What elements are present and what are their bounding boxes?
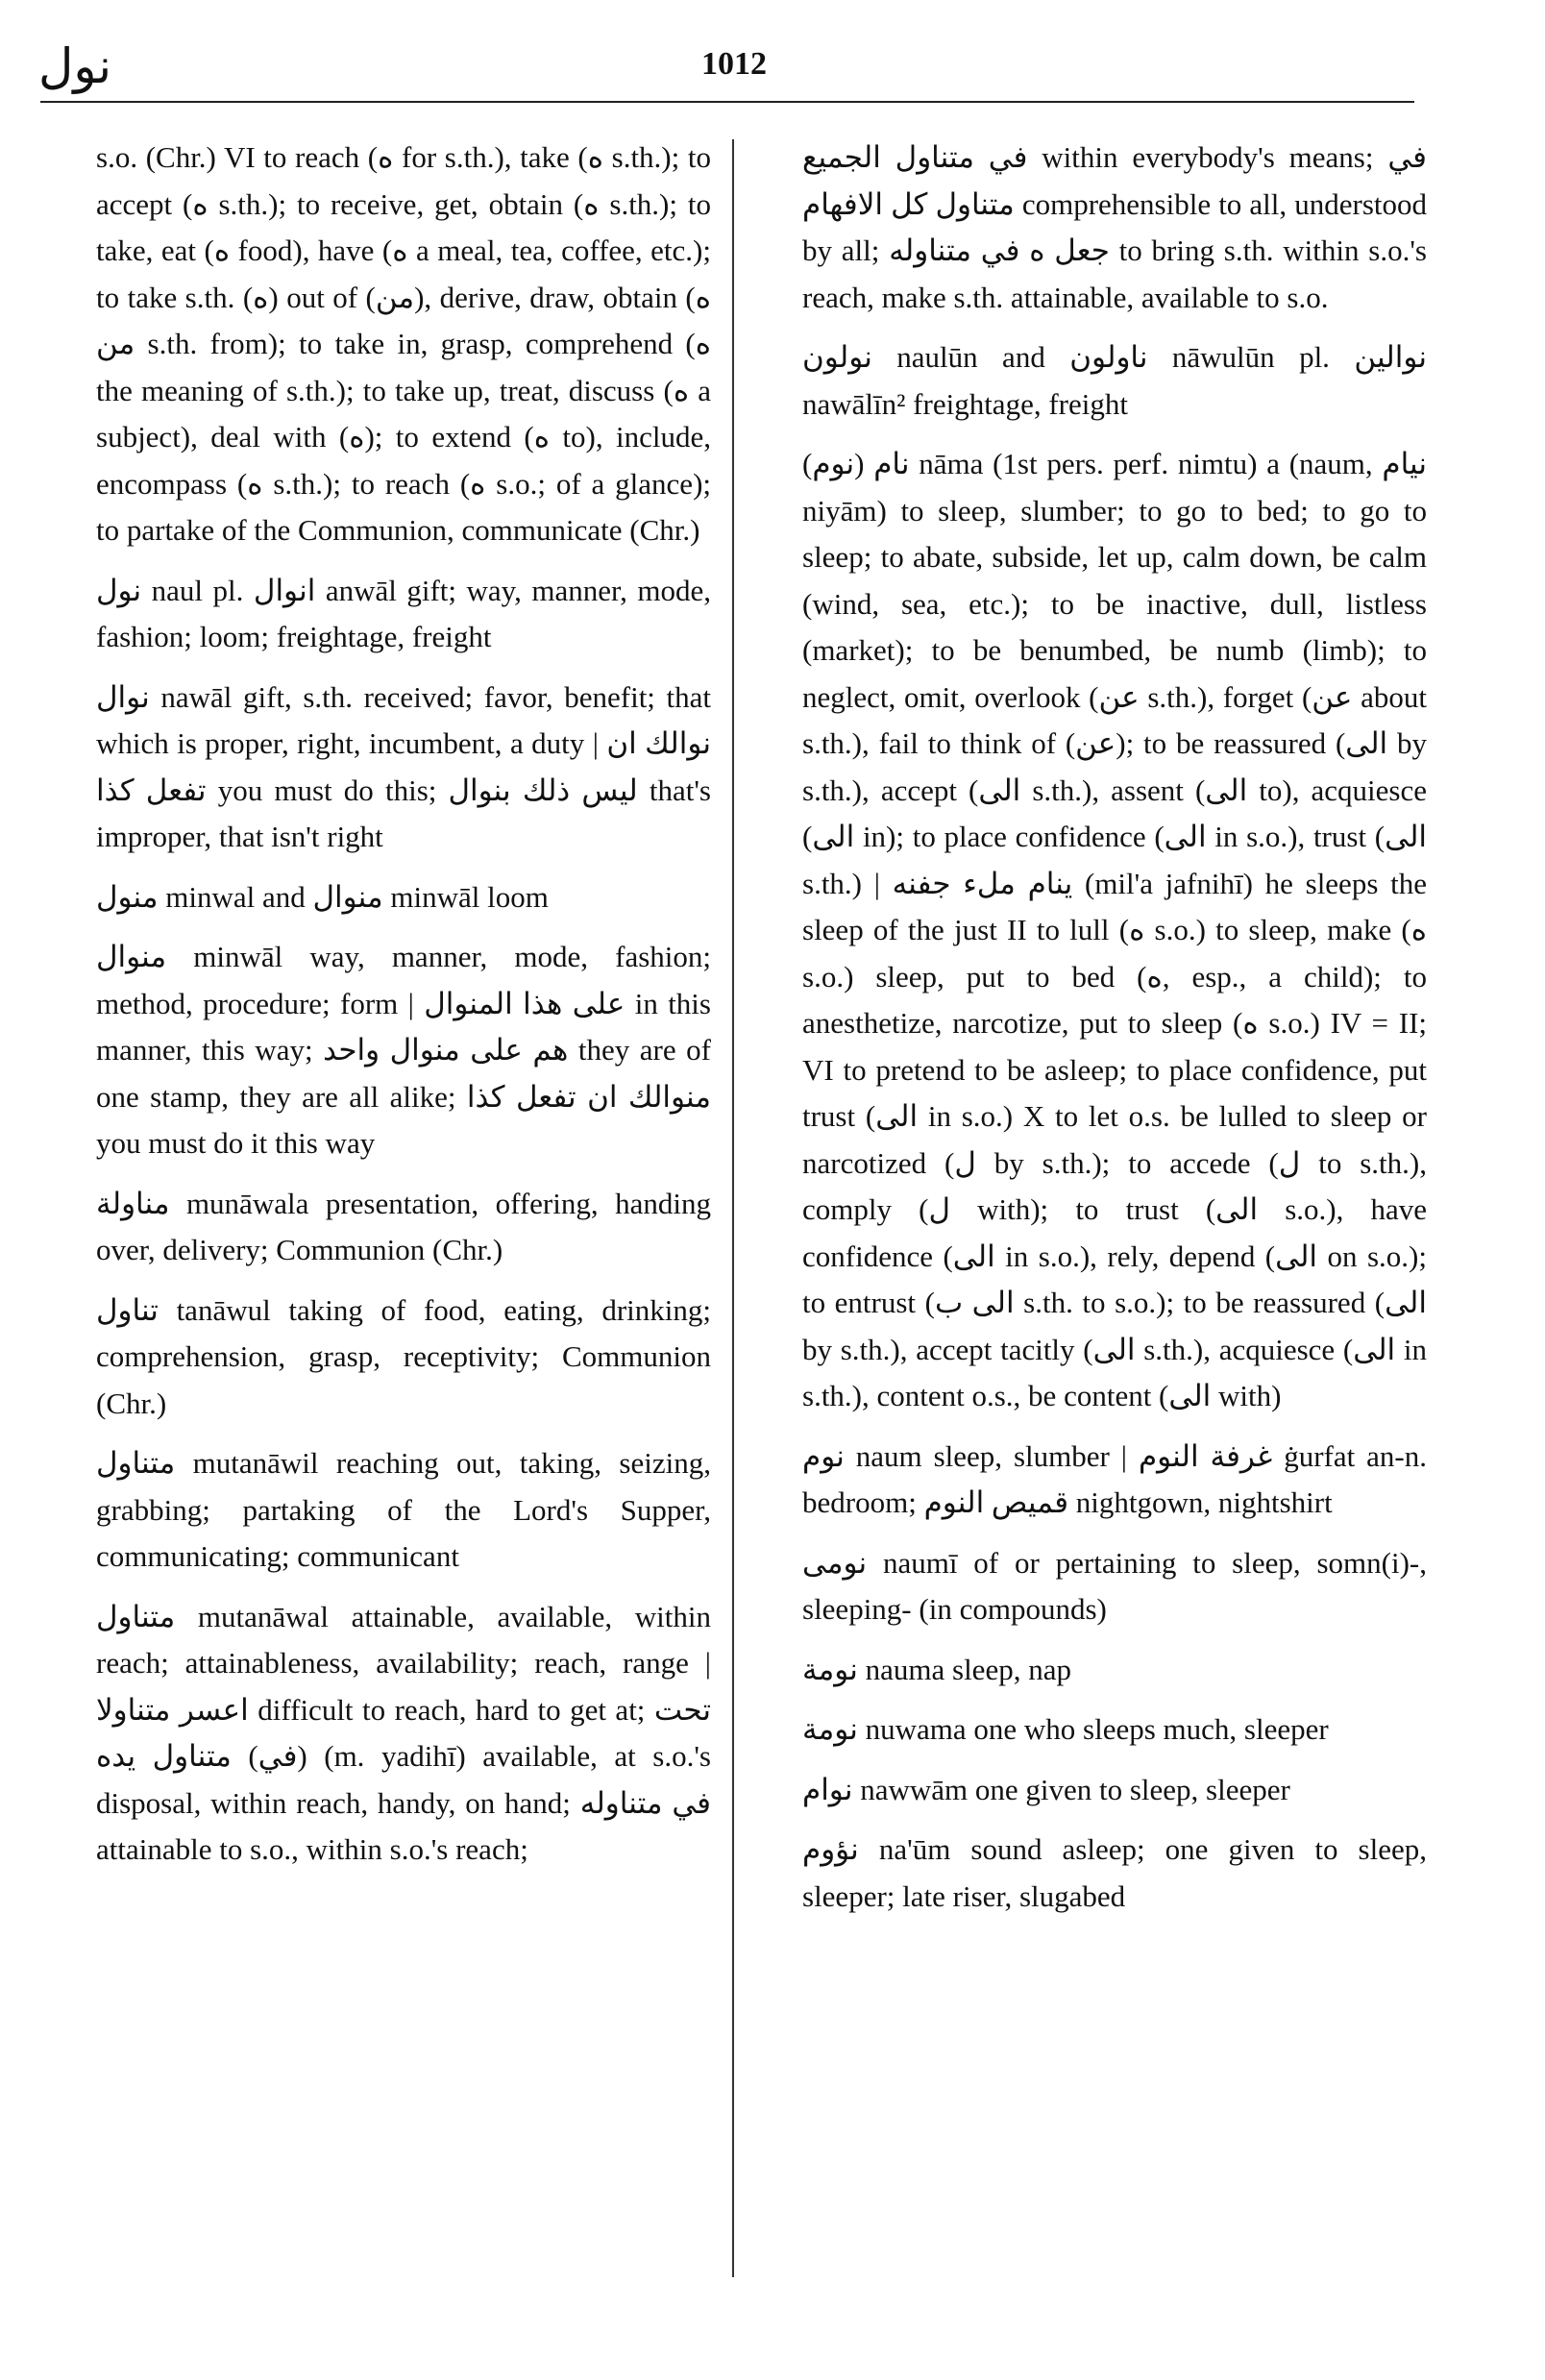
entry-text: متناول mutanāwal attainable, available, within reach; attainableness, availability; reach, range | اعسر متناولا difficult to reach, hard to get at; تحت (في) متناول يده (m. yadihī) available, at s.o.'s disposal, within reach, handy, on hand; في متناوله attainable to s.o., within s.o.'s reach; — [96, 1599, 712, 1866]
entry-naumi — [802, 1540, 1427, 1633]
entry-nuwama — [802, 1706, 1427, 1754]
entry-nawal — [96, 675, 711, 861]
entry-text: تناول tanāwul taking of food, eating, drinking; comprehension, grasp, receptivity; Communion (Chr.) — [96, 1292, 711, 1420]
entry-munawala — [96, 1181, 711, 1274]
entry-naum-sound — [802, 1827, 1427, 1920]
entry-nauma — [802, 1647, 1427, 1694]
entry-text: نوم naum sleep, slumber | غرفة النوم ġurfat an-n. bedroom; قميص النوم nightgown, nightshirt — [802, 1438, 1427, 1519]
entry-text: منول minwal and منوال minwāl loom — [96, 879, 549, 914]
entry-naul — [96, 568, 711, 661]
entry-text: s.o. (Chr.) VI to reach (ه for s.th.), take (ه s.th.); to accept (ه s.th.); to receive, get, obtain (ه s.th.); to take, eat (ه food), have (ه a meal, tea, coffee, etc.); to take s.th. (ه) out of (من), derive, draw, obtain (ه من s.th. from); to take in, grasp, comprehend (ه the meaning of s.th.); to take up, treat, discuss (ه a subject), deal with (ه); to extend (ه to), include, encompass (ه s.th.); to reach (ه s.o.; of a glance); to partake of the Communion, communicate (Chr.) — [96, 140, 712, 547]
page-number: 1012 — [701, 46, 767, 82]
entry-continuation — [802, 135, 1427, 321]
entry-minwal-way — [96, 934, 711, 1167]
entry-minwal-loom — [96, 874, 711, 921]
entry-continuation — [96, 135, 711, 554]
entry-naulun — [802, 334, 1427, 428]
entry-text: نولون naulūn and ناولون nāwulūn pl. نوالين nawālīn² freightage, freight — [802, 340, 1427, 421]
entry-text: متناول mutanāwil reaching out, taking, seizing, grabbing; partaking of the Lord's Supper, communicating; communicant — [96, 1446, 711, 1573]
entry-text: نومى naumī of or pertaining to sleep, somn(i)-, sleeping- (in compounds) — [802, 1545, 1427, 1626]
root-heading: نول — [38, 38, 112, 94]
entry-mutanawil — [96, 1440, 711, 1581]
entry-text: نول naul pl. انوال anwāl gift; way, manner, mode, fashion; loom; freightage, freight — [96, 573, 711, 653]
header-rule — [40, 101, 1414, 103]
entry-text: نومة nuwama one who sleeps much, sleeper — [802, 1712, 1329, 1746]
entry-tanawul — [96, 1288, 711, 1428]
left-column — [96, 135, 711, 1887]
entry-text: في متناول الجميع within everybody's means; في متناول كل الافهام comprehensible to all, understood by all; جعل ه في متناوله to bring s.th. within s.o.'s reach, make s.th. attainable, available to s.o. — [802, 140, 1427, 314]
entry-naum — [802, 1434, 1427, 1527]
page-header — [38, 38, 1412, 106]
entry-text: مناولة munāwala presentation, offering, handing over, delivery; Communion (Chr.) — [96, 1186, 711, 1266]
entry-nawwam — [802, 1767, 1427, 1814]
entry-nama — [802, 441, 1427, 1420]
entry-text: (نوم) نام nāma (1st pers. perf. nimtu) a (naum, نيام niyām) to sleep, slumber; to go to bed; to go to sleep; to abate, subside, let up, calm down, be calm (wind, sea, etc.); to be inactive, dull, listless (market); to be benumbed, be numb (limb); to neglect, omit, overlook (عن s.th.), forget (عن about s.th.), fail to think of (عن); to be reassured (الى by s.th.), accept (الى s.th.), assent (الى to), acquiesce (الى in); to place confidence (الى in s.o.), trust (الى s.th.) | ينام ملء جفنه (mil'a jafnihī) he sleeps the sleep of the just II to lull (ه s.o.) to sleep, make (ه s.o.) sleep, put to bed (ه, esp., a child); to anesthetize, narcotize, put to sleep (ه s.o.) IV = II; VI to pretend to be asleep; to place confidence, put trust (الى in s.o.) X to let o.s. be lulled to sleep or narcotized (ل by s.th.); to accede (ل to s.th.), comply (ل with); to trust (الى s.o.), have confidence (الى in s.o.), rely, depend (الى on s.o.); to entrust (الى ب s.th. to s.o.); to be reassured (الى by s.th.), accept tacitly (الى s.th.), acquiesce (الى in s.th.), content o.s., be content (الى with) — [802, 447, 1428, 1412]
right-column — [802, 135, 1427, 1933]
entry-text: منوال minwāl way, manner, mode, fashion; method, procedure; form | على هذا المنوال in this manner, this way; هم على منوال واحد they are of one stamp, they are all alike; منوالك ان تفعل كذا you must do it this way — [96, 940, 711, 1160]
column-divider — [732, 139, 734, 2277]
entry-mutanawal — [96, 1594, 711, 1874]
entry-text: نؤوم na'ūm sound asleep; one given to sleep, sleeper; late riser, slugabed — [802, 1832, 1427, 1913]
entry-text: نومة nauma sleep, nap — [802, 1652, 1071, 1686]
entry-text: نوام nawwām one given to sleep, sleeper — [802, 1772, 1290, 1806]
entry-text: نوال nawāl gift, s.th. received; favor, benefit; that which is proper, right, incumbent, a duty | نوالك ان تفعل كذا you must do this; ليس ذلك بنوال that's improper, that isn't right — [96, 679, 711, 853]
